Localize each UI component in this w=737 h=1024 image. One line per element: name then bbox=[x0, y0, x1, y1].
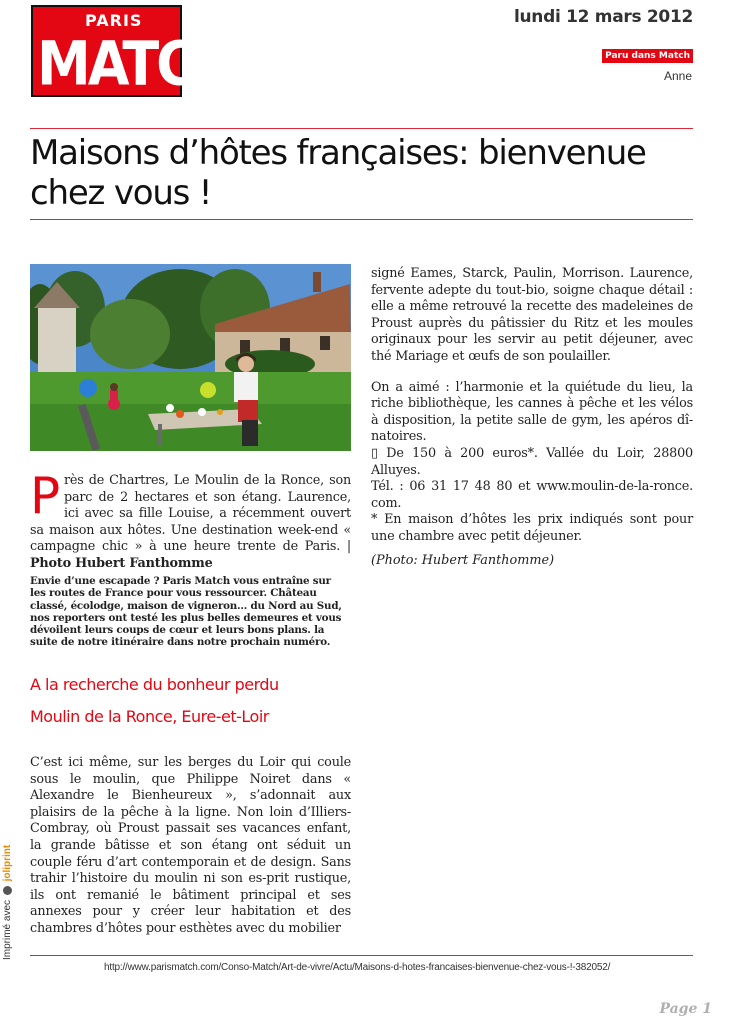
logo-match-text: MATCH bbox=[37, 28, 235, 99]
drop-cap: P bbox=[30, 467, 60, 525]
subheading-1: A la recherche du bonheur perdu bbox=[30, 675, 279, 694]
page-number: Page 1 bbox=[659, 1001, 712, 1017]
price-info: ▯ De 150 à 200 euros*. Vallée du Loir, 28800 Alluyes. bbox=[371, 445, 693, 478]
photo-caption: (Photo: Hubert Fanthomme) bbox=[371, 553, 555, 568]
subheading-2: Moulin de la Ronce, Eure-et-Loir bbox=[30, 707, 269, 726]
article-intro: Envie d’une escapade ? Paris Match vous entraîne sur les routes de France pour vous ressourcer. Château classé, écolodge, maison de vigneron… du Nord au Sud, nos reporters ont testé les plus belles demeures et vous dévoilent leurs coups de cœur et leurs bons plans. la suite de notre itinéraire dans notre prochain numéro. bbox=[30, 575, 342, 649]
body-paragraph-1: C’est ici même, sur les berges du Loir qui coule sous le moulin, que Philippe Noiret dans « Alexandre le Bienheureux », s’adonnait aux plaisirs de la pêche à la ligne. Non loin d’Illiers-Combray, où Proust passait ses vacances enfant, la grande bâtisse et son étang ont séduit un couple féru d’art contemporain et de design. Sans trahir l’histoire du moulin ni son es-prit rustique, ils ont remanié le bâtiment principal et ses annexes pour y créer leur habitation et des chambres d’hôtes pour esthètes avec du mobilier bbox=[30, 755, 351, 936]
publication-date: lundi 12 mars 2012 bbox=[513, 7, 693, 27]
printed-with-label bbox=[2, 845, 13, 960]
joliprint-brand: joliprint bbox=[2, 844, 13, 882]
contact-info[interactable]: Tél. : 06 31 17 48 80 et www.moulin-de-la-ronce. com. bbox=[371, 479, 693, 511]
right-column bbox=[371, 266, 693, 546]
printed-with-text: Imprimé avec bbox=[2, 899, 13, 960]
author-name: Anne bbox=[663, 69, 692, 83]
photo-caption-lead bbox=[30, 467, 351, 573]
title-rule-bottom bbox=[30, 219, 693, 220]
body-paragraph-3: On a aimé : l’harmonie et la quiétude du lieu, la riche bibliothèque, les cannes à pêche et les vélos à disposition, la petite salle de gym, les apéros dî-natoires. bbox=[371, 379, 693, 445]
published-in-badge: Paru dans Match bbox=[602, 49, 693, 63]
price-note: * En maison d’hôtes les prix indiqués sont pour une chambre avec petit déjeuner. bbox=[371, 512, 693, 544]
footer-rule bbox=[30, 955, 693, 956]
article-title: Maisons d’hôtes françaises: bienvenue chez vous ! bbox=[30, 133, 646, 213]
paris-match-logo[interactable] bbox=[31, 5, 235, 99]
title-rule-top bbox=[30, 128, 693, 129]
photo-credit: Photo Hubert Fanthomme bbox=[30, 555, 213, 571]
source-url[interactable]: http://www.parismatch.com/Conso-Match/Art-de-vivre/Actu/Maisons-d-hotes-francaises-bienvenue-chez-vous-!-382052/ bbox=[104, 962, 611, 973]
article-photo bbox=[30, 264, 351, 451]
lead-text: rès de Chartres, Le Moulin de la Ronce, son parc de 2 hectares et son étang. Laurence, ici avec sa fille Louise, a récemment ouvert sa maison aux hôtes. Une destination week-end « campagne chic » à une heure trente de Paris. | bbox=[30, 473, 351, 555]
printer-icon bbox=[3, 886, 12, 895]
logo-paris-text: PARIS bbox=[85, 11, 143, 30]
body-paragraph-2: signé Eames, Starck, Paulin, Morrison. Laurence, fervente adepte du tout-bio, soigne chaque détail : elle a même retrouvé la recette des madeleines de Proust auprès du pâtissier du Ritz et les moules originaux pour les servir au petit déjeuner, avec thé Mariage et œufs de son poulailler. bbox=[371, 266, 693, 364]
